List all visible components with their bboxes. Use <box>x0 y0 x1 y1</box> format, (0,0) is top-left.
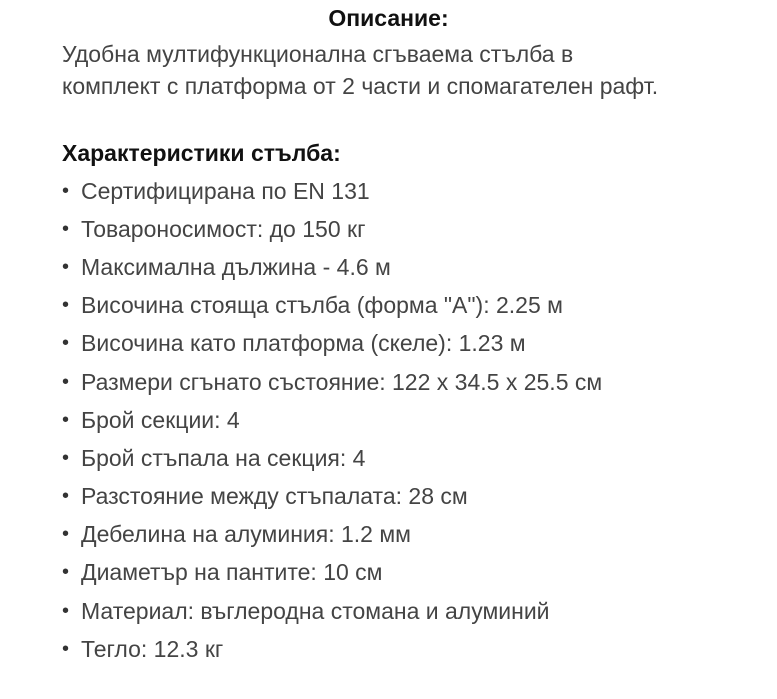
spec-item <box>62 592 602 630</box>
spec-item <box>62 516 602 554</box>
bullet-icon: • <box>62 217 70 240</box>
spec-item <box>62 554 602 592</box>
specs-heading: Характеристики стълба: <box>62 140 341 166</box>
specs-list <box>62 172 602 668</box>
bullet-icon: • <box>62 599 70 622</box>
spec-item <box>62 630 602 668</box>
spec-item <box>62 210 602 248</box>
spec-item <box>62 439 602 477</box>
description-heading: Описание: <box>328 5 449 31</box>
spec-item <box>62 363 602 401</box>
bullet-icon: • <box>62 561 70 584</box>
bullet-icon: • <box>62 294 70 317</box>
bullet-icon: • <box>62 370 70 393</box>
spec-item <box>62 325 602 363</box>
spec-text: Размери сгънато състояние: 122 x 34.5 x 25.5 см <box>81 368 603 395</box>
spec-text: Сертифицирана по EN 131 <box>81 177 370 204</box>
bullet-icon: • <box>62 637 70 660</box>
bullet-icon: • <box>62 255 70 278</box>
description-line: комплект с платформа от 2 части и спомагателен рафт. <box>62 73 659 99</box>
spec-text: Товароносимост: до 150 кг <box>81 215 366 242</box>
bullet-icon: • <box>62 485 70 508</box>
spec-text: Височина като платформа (скеле): 1.23 м <box>81 330 526 357</box>
description-line: Удобна мултифункционална сгъваема стълба в <box>62 41 574 67</box>
spec-text: Дебелина на алуминия: 1.2 мм <box>81 521 411 548</box>
bullet-icon: • <box>62 446 70 469</box>
spec-text: Брой стъпала на секция: 4 <box>81 444 366 471</box>
spec-text: Тегло: 12.3 кг <box>81 635 224 662</box>
spec-text: Материал: въглеродна стомана и алуминий <box>81 597 550 624</box>
bullet-icon: • <box>62 332 70 355</box>
spec-text: Максимална дължина - 4.6 м <box>81 253 391 280</box>
spec-item <box>62 172 602 210</box>
spec-item <box>62 248 602 286</box>
spec-text: Диаметър на пантите: 10 см <box>81 559 383 586</box>
description-text <box>62 38 762 102</box>
spec-item <box>62 401 602 439</box>
bullet-icon: • <box>62 179 70 202</box>
spec-text: Височина стояща стълба (форма "A"): 2.25 м <box>81 292 563 319</box>
bullet-icon: • <box>62 523 70 546</box>
spec-item <box>62 287 602 325</box>
spec-text: Разстояние между стъпалата: 28 см <box>81 483 468 510</box>
spec-text: Брой секции: 4 <box>81 406 240 433</box>
spec-item <box>62 478 602 516</box>
bullet-icon: • <box>62 408 70 431</box>
